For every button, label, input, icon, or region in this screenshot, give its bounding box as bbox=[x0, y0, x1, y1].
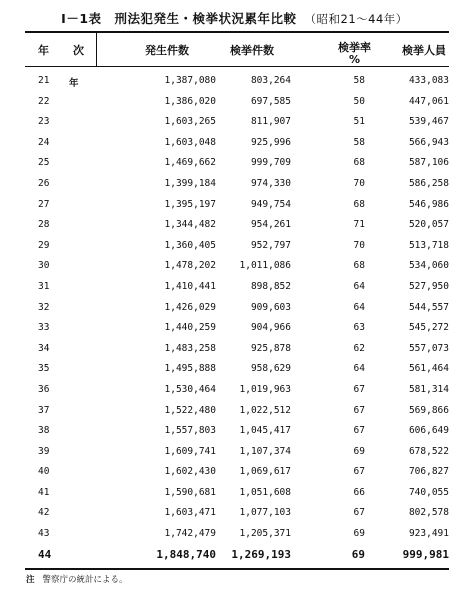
cell-rate: 69 bbox=[353, 528, 365, 540]
cell-rate: 58 bbox=[353, 136, 365, 148]
cell-rate: 67 bbox=[353, 404, 365, 416]
cell-rate: 67 bbox=[353, 466, 365, 478]
cell-cleared: 697,585 bbox=[250, 95, 291, 107]
cell-persons: 586,258 bbox=[408, 177, 449, 189]
header-year bbox=[38, 42, 84, 58]
cell-year: 33 bbox=[38, 322, 50, 334]
cell-persons: 740,055 bbox=[408, 486, 449, 498]
header-rule bbox=[25, 66, 449, 67]
cell-persons: 569,866 bbox=[408, 404, 449, 416]
cell-rate: 70 bbox=[353, 177, 365, 189]
header-rate bbox=[338, 42, 371, 66]
table-row bbox=[25, 133, 449, 154]
table-row bbox=[25, 256, 449, 277]
cell-occurrences: 1,742,479 bbox=[164, 528, 216, 540]
cell-cleared: 1,045,417 bbox=[239, 425, 291, 437]
table-row bbox=[25, 503, 449, 524]
header-cleared: 検挙件数 bbox=[230, 44, 274, 57]
cell-rate: 69 bbox=[353, 445, 365, 457]
table-title bbox=[0, 9, 469, 27]
cell-persons: 544,557 bbox=[408, 301, 449, 313]
table-row bbox=[25, 401, 449, 422]
cell-cleared: 925,878 bbox=[250, 342, 291, 354]
table-title-years: （昭和21～44年） bbox=[304, 12, 408, 26]
cell-occurrences: 1,603,471 bbox=[164, 507, 216, 519]
cell-occurrences: 1,440,259 bbox=[164, 322, 216, 334]
cell-rate: 68 bbox=[353, 198, 365, 210]
header-rate-unit: % bbox=[348, 53, 361, 66]
cell-rate: 50 bbox=[353, 95, 365, 107]
cell-year: 30 bbox=[38, 260, 50, 272]
cell-cleared: 1,107,374 bbox=[239, 445, 291, 457]
cell-cleared: 898,852 bbox=[250, 280, 291, 292]
cell-persons: 546,986 bbox=[408, 198, 449, 210]
cell-cleared: 811,907 bbox=[250, 116, 291, 128]
cell-year: 23 bbox=[38, 116, 50, 128]
cell-persons: 447,061 bbox=[408, 95, 449, 107]
cell-year: 22 bbox=[38, 95, 50, 107]
cell-year: 27 bbox=[38, 198, 50, 210]
cell-occurrences: 1,603,048 bbox=[164, 136, 216, 148]
table-row bbox=[25, 153, 449, 174]
cell-cleared: 949,754 bbox=[250, 198, 291, 210]
cell-rate: 64 bbox=[353, 280, 365, 292]
cell-year: 32 bbox=[38, 301, 50, 313]
table-row bbox=[25, 298, 449, 319]
cell-persons: 433,083 bbox=[408, 75, 449, 86]
cell-cleared: 999,709 bbox=[250, 157, 291, 169]
cell-cleared: 1,269,193 bbox=[231, 547, 291, 561]
cell-rate: 67 bbox=[353, 507, 365, 519]
cell-persons: 706,827 bbox=[408, 466, 449, 478]
table-row bbox=[25, 92, 449, 113]
cell-cleared: 1,019,963 bbox=[239, 383, 291, 395]
cell-occurrences: 1,602,430 bbox=[164, 466, 216, 478]
cell-rate: 70 bbox=[353, 239, 365, 251]
cell-occurrences: 1,609,741 bbox=[164, 445, 216, 457]
cell-occurrences: 1,557,803 bbox=[164, 425, 216, 437]
cell-cleared: 954,261 bbox=[250, 219, 291, 231]
cell-year-suffix: 年 bbox=[69, 78, 79, 89]
cell-rate: 62 bbox=[353, 342, 365, 354]
cell-occurrences: 1,395,197 bbox=[164, 198, 216, 210]
cell-persons: 527,950 bbox=[408, 280, 449, 292]
cell-rate: 51 bbox=[353, 116, 365, 128]
cell-rate: 64 bbox=[353, 301, 365, 313]
cell-rate: 71 bbox=[353, 219, 365, 231]
year-column-divider bbox=[96, 33, 97, 66]
cell-occurrences: 1,590,681 bbox=[164, 486, 216, 498]
header-occurrences: 発生件数 bbox=[145, 44, 189, 57]
table-row bbox=[25, 318, 449, 339]
cell-occurrences: 1,387,080 bbox=[164, 75, 216, 86]
cell-persons: 539,467 bbox=[408, 116, 449, 128]
cell-cleared: 952,797 bbox=[250, 239, 291, 251]
top-rule bbox=[25, 31, 449, 33]
table-row bbox=[25, 339, 449, 360]
cell-year: 24 bbox=[38, 136, 50, 148]
cell-occurrences: 1,848,740 bbox=[156, 547, 216, 561]
cell-persons: 581,314 bbox=[408, 383, 449, 395]
cell-cleared: 909,603 bbox=[250, 301, 291, 313]
cell-occurrences: 1,410,441 bbox=[164, 280, 216, 292]
cell-year: 43 bbox=[38, 528, 50, 540]
table-row bbox=[25, 524, 449, 545]
table-title-main: I－1表 刑法犯発生・検挙状況累年比較 bbox=[61, 11, 297, 26]
cell-persons: 606,649 bbox=[408, 425, 449, 437]
cell-occurrences: 1,386,020 bbox=[164, 95, 216, 107]
cell-occurrences: 1,483,258 bbox=[164, 342, 216, 354]
cell-year: 34 bbox=[38, 342, 50, 354]
table-row bbox=[25, 277, 449, 298]
cell-cleared: 958,629 bbox=[250, 363, 291, 375]
cell-year: 26 bbox=[38, 177, 50, 189]
cell-persons: 520,057 bbox=[408, 219, 449, 231]
cell-persons: 923,491 bbox=[408, 528, 449, 540]
cell-occurrences: 1,426,029 bbox=[164, 301, 216, 313]
cell-persons: 802,578 bbox=[408, 507, 449, 519]
cell-occurrences: 1,399,184 bbox=[164, 177, 216, 189]
table-row bbox=[25, 545, 449, 566]
cell-year: 42 bbox=[38, 507, 50, 519]
cell-year: 25 bbox=[38, 157, 50, 169]
cell-rate: 67 bbox=[353, 425, 365, 437]
table-row bbox=[25, 483, 449, 504]
footnote bbox=[26, 573, 128, 585]
cell-year: 29 bbox=[38, 239, 50, 251]
cell-persons: 513,718 bbox=[408, 239, 449, 251]
cell-persons: 678,522 bbox=[408, 445, 449, 457]
cell-cleared: 974,330 bbox=[250, 177, 291, 189]
header-persons: 検挙人員 bbox=[402, 44, 446, 57]
table-row bbox=[25, 174, 449, 195]
table-row bbox=[25, 215, 449, 236]
cell-occurrences: 1,344,482 bbox=[164, 219, 216, 231]
table-row bbox=[25, 71, 449, 92]
table-row bbox=[25, 462, 449, 483]
table-row bbox=[25, 236, 449, 257]
cell-rate: 67 bbox=[353, 383, 365, 395]
cell-persons: 545,272 bbox=[408, 322, 449, 334]
cell-persons: 999,981 bbox=[402, 547, 449, 561]
table-row bbox=[25, 195, 449, 216]
table-row bbox=[25, 380, 449, 401]
cell-cleared: 1,069,617 bbox=[239, 466, 291, 478]
table-row bbox=[25, 442, 449, 463]
cell-occurrences: 1,360,405 bbox=[164, 239, 216, 251]
cell-occurrences: 1,522,480 bbox=[164, 404, 216, 416]
cell-persons: 561,464 bbox=[408, 363, 449, 375]
cell-year: 37 bbox=[38, 404, 50, 416]
cell-rate: 64 bbox=[353, 363, 365, 375]
cell-cleared: 904,966 bbox=[250, 322, 291, 334]
cell-occurrences: 1,495,888 bbox=[164, 363, 216, 375]
cell-cleared: 1,011,086 bbox=[239, 260, 291, 272]
table-row bbox=[25, 112, 449, 133]
cell-year: 38 bbox=[38, 425, 50, 437]
cell-cleared: 1,022,512 bbox=[239, 404, 291, 416]
cell-persons: 534,060 bbox=[408, 260, 449, 272]
cell-cleared: 925,996 bbox=[250, 136, 291, 148]
cell-occurrences: 1,603,265 bbox=[164, 116, 216, 128]
table-row bbox=[25, 421, 449, 442]
table-row bbox=[25, 359, 449, 380]
cell-year: 40 bbox=[38, 466, 50, 478]
cell-year: 44 bbox=[38, 547, 52, 561]
cell-year: 39 bbox=[38, 445, 50, 457]
bottom-rule bbox=[25, 568, 449, 570]
cell-rate: 63 bbox=[353, 322, 365, 334]
footnote-text: 警察庁の統計による。 bbox=[42, 575, 128, 585]
cell-rate: 66 bbox=[353, 486, 365, 498]
cell-occurrences: 1,530,464 bbox=[164, 383, 216, 395]
cell-year: 28 bbox=[38, 219, 50, 231]
cell-rate: 58 bbox=[353, 75, 365, 86]
cell-cleared: 803,264 bbox=[250, 75, 291, 86]
cell-year: 31 bbox=[38, 280, 50, 292]
header-year-b: 次 bbox=[73, 44, 84, 57]
cell-rate: 69 bbox=[351, 547, 365, 561]
cell-persons: 557,073 bbox=[408, 342, 449, 354]
cell-occurrences: 1,469,662 bbox=[164, 157, 216, 169]
cell-cleared: 1,205,371 bbox=[239, 528, 291, 540]
cell-persons: 566,943 bbox=[408, 136, 449, 148]
cell-occurrences: 1,478,202 bbox=[164, 260, 216, 272]
cell-cleared: 1,051,608 bbox=[239, 486, 291, 498]
cell-year: 36 bbox=[38, 383, 50, 395]
header-rate-label: 検挙率 bbox=[338, 41, 371, 54]
table-body bbox=[25, 71, 449, 565]
footnote-label: 注 bbox=[26, 575, 35, 585]
cell-year: 41 bbox=[38, 486, 50, 498]
cell-cleared: 1,077,103 bbox=[239, 507, 291, 519]
header-year-a: 年 bbox=[38, 44, 49, 57]
cell-rate: 68 bbox=[353, 260, 365, 272]
cell-persons: 587,106 bbox=[408, 157, 449, 169]
cell-year: 35 bbox=[38, 363, 50, 375]
cell-rate: 68 bbox=[353, 157, 365, 169]
cell-year: 21 bbox=[38, 75, 50, 86]
